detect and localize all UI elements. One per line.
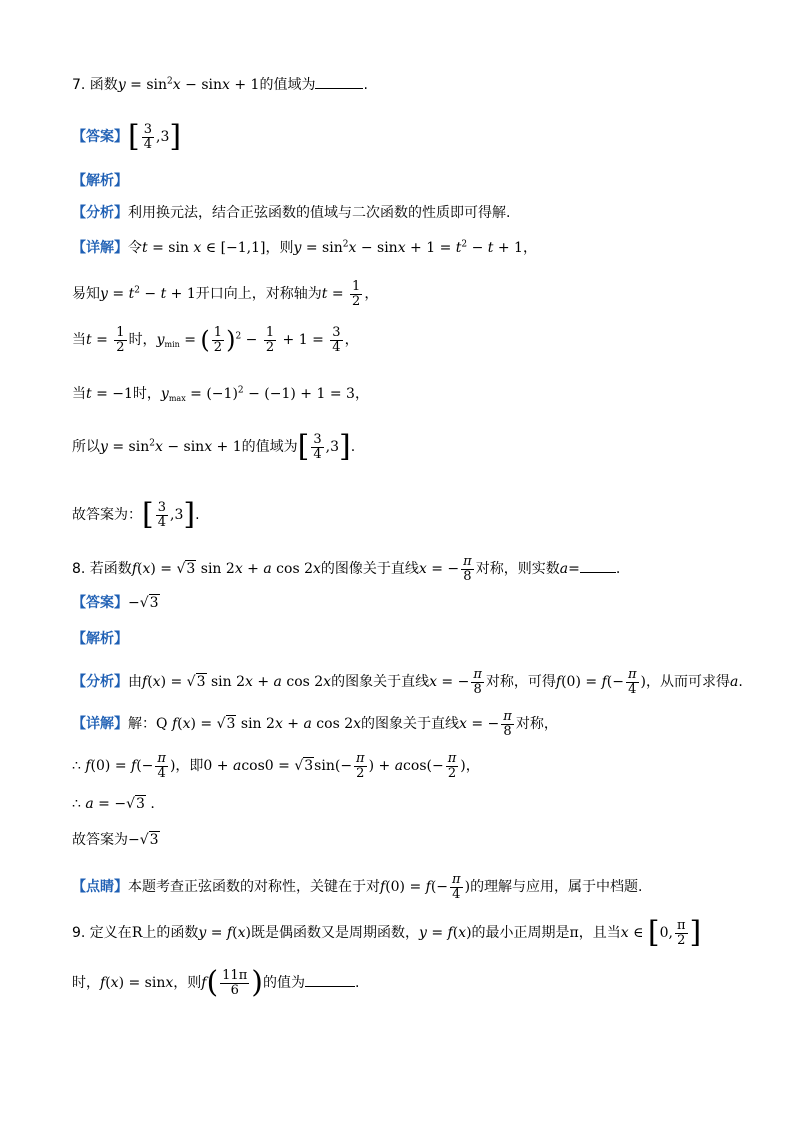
q9-stem-mid4: ，且当 xyxy=(578,925,621,941)
q8-step2-ji: ，即 xyxy=(175,758,204,775)
xiangjie-tag: 【详解】 xyxy=(72,716,128,733)
q8-variable-a: a xyxy=(559,561,569,578)
q7-function-formula: $y = \sin^2x - \sin x + 1$ xyxy=(117,76,260,93)
q8-step2-equation: 0 + acos0 = √3sin(− $\frac{\pi}{2}$ ) + acos(− $\frac{\pi}{2}$ ) xyxy=(203,751,466,781)
q8-answer-value: −√3 xyxy=(128,595,159,611)
q7-range-interval: [ $\frac{3}{4}$ ,3] xyxy=(297,429,351,464)
q7-axis-of-symmetry: t = $\frac{1}{2}$ xyxy=(321,279,361,309)
q9-answer-blank xyxy=(305,974,355,987)
q8-step2: ∴ f(0) = f(− $\frac{\pi}{4}$ )，即0 + acos0 = √3sin(− $\frac{\pi}{2}$ ) + acos(− $\frac{\pi}{2}$ )， xyxy=(72,751,480,781)
q8-dianjing xyxy=(72,873,643,901)
q7-final-interval: [ $\frac{3}{4}$ ,3] xyxy=(142,497,196,532)
q7-fenxi-text: 利用换元法，结合正弦函数的值域与二次函数的性质即可得解. xyxy=(128,205,511,221)
q9-function-2: y = f(x) xyxy=(418,925,472,941)
q7-final-label: 故答案为： xyxy=(72,507,142,523)
q9-stem-mid1: 上的函数 xyxy=(142,925,199,941)
q7-step2: 易知$y = t^2 - t + 1$开口向上，对称轴为t = $\frac{1}{2}$ ， xyxy=(72,279,379,309)
q9-line2-mid: ，则 xyxy=(173,975,202,991)
q7-substitution: t = sin x ∈ [−1,1] xyxy=(142,240,266,256)
q7-ymin-formula: $y_{min}$ = ( $\frac{1}{2}$ )$^2$ − $\frac{1}{2}$ + 1 = $\frac{3}{4}$ xyxy=(156,325,341,355)
q7-t-half: t = $\frac{1}{2}$ xyxy=(86,325,125,355)
q8-step2-formula: ∴ f(0) = f(− $\frac{\pi}{4}$ ) xyxy=(72,751,176,781)
q9-fx-sinx: f(x) = sinx xyxy=(100,975,174,991)
dianjing-tag: 【点睛】 xyxy=(72,879,128,896)
q7-ling-text: 令 xyxy=(128,240,142,256)
q9-stem-prefix: 9. 定义在 xyxy=(72,925,132,941)
q8-answer xyxy=(72,596,160,610)
q7-stem-suffix: 的值域为 xyxy=(259,77,316,93)
q8-final xyxy=(72,833,160,847)
q8-function-formula: f(x) = √3 sin 2x + a cos 2x xyxy=(131,561,321,578)
q9-stem xyxy=(72,915,702,950)
q9-stem-mid2: 既是偶函数又是周期函数， xyxy=(250,925,419,941)
q8-final-label: 故答案为 xyxy=(72,832,128,848)
q8-dianjing-text2: 的理解与应用，属于中档题. xyxy=(470,879,643,896)
q7-answer-blank xyxy=(315,76,363,89)
q9-line2-suffix: 的值为 xyxy=(262,975,305,991)
q8-fenxi-equation: f(0) = f(− $\frac{\pi}{4}$ ) xyxy=(555,667,646,697)
q8-symmetry-line: x = − $\frac{\pi}{8}$ xyxy=(418,554,472,584)
q8-fenxi-end: ，从而可求得 xyxy=(645,674,730,691)
q7-analysis-heading xyxy=(72,174,128,188)
q9-function-1: y = f(x) xyxy=(198,925,251,941)
q7-function-formula-2: $y = \sin^2x - \sin x + 1$ xyxy=(100,438,242,455)
q7-step4-mid: 时， xyxy=(132,386,161,402)
q8-fenxi-you: 由 xyxy=(128,674,142,691)
q7-step3-mid: 时， xyxy=(128,332,157,349)
q8-xiangjie-formula: Q f(x) = √3 sin 2x + a cos 2x xyxy=(156,716,362,733)
q7-ymax-formula: $y_{max} = (-1)^2 - (-1) + 1 = 3$ xyxy=(160,385,355,403)
q7-step5-mid: 的值域为 xyxy=(241,439,298,455)
q7-t-neg1: t = −1 xyxy=(86,386,133,402)
q9-period: π xyxy=(569,925,579,941)
answer-tag: 【答案】 xyxy=(72,129,128,145)
xiangjie-tag: 【详解】 xyxy=(72,240,128,256)
q8-stem-prefix: 8. 若函数 xyxy=(72,561,132,578)
q8-fenxi-line: x = − $\frac{\pi}{8}$ xyxy=(429,667,482,697)
q8-stem: 8. 若函数f(x) = √3 sin 2x + a cos 2x的图像关于直线x = − $\frac{\pi}{8}$ 对称，则实数a= . xyxy=(72,554,621,584)
q8-xiangjie xyxy=(72,710,558,738)
q9-stem-mid3: 的最小正周期是 xyxy=(471,925,570,941)
analysis-tag: 【解析】 xyxy=(72,631,128,647)
q9-reals-symbol: R xyxy=(131,925,143,941)
q8-step3-result: ∴ a = −√3 . xyxy=(72,796,155,812)
q8-xiangjie-mid: 的图象关于直线 xyxy=(361,716,460,733)
q7-answer-interval: [ $\frac{3}{4}$ ,3] xyxy=(128,119,182,154)
q7-step4: 当t = −1时，$y_{max} = (-1)^2 - (-1) + 1 = 3$， xyxy=(72,385,369,403)
q7-ze-text: ，则 xyxy=(265,240,294,256)
q8-xiangjie-line: x = − $\frac{\pi}{8}$ xyxy=(459,709,512,739)
q8-xiangjie-end: 对称， xyxy=(515,716,558,733)
q8-dianjing-text1: 本题考查正弦函数的对称性，关键在于对 xyxy=(128,879,380,896)
q9-target-value: f( $\frac{11\pi}{6}$ ) xyxy=(201,965,263,1000)
q7-answer xyxy=(72,119,182,154)
q7-step2-mid: 开口向上，对称轴为 xyxy=(195,286,322,303)
q7-stem: 7. 函数$y = \sin^2x - \sin x + 1$的值域为 . xyxy=(72,76,368,93)
fenxi-tag: 【分析】 xyxy=(72,674,128,691)
q8-fenxi: 【分析】由f(x) = √3 sin 2x + a cos 2x的图象关于直线x = − $\frac{\pi}{8}$ 对称，可得f(0) = f(− $\frac{\pi}{4}$ )，从而可求得a. xyxy=(72,667,743,697)
q7-quadratic: $y = t^2 - t + 1$ xyxy=(100,285,196,303)
fenxi-tag: 【分析】 xyxy=(72,205,128,221)
q7-step5: 所以$y = \sin^2x - \sin x + 1$的值域为[ $\frac{3}{4}$ ,3]. xyxy=(72,429,356,464)
q7-fenxi xyxy=(72,206,510,220)
q9-line2-prefix: 时， xyxy=(72,975,100,991)
q8-step3 xyxy=(72,797,155,811)
answer-tag: 【答案】 xyxy=(72,595,128,611)
q7-step3: 当t = $\frac{1}{2}$ 时，$y_{min}$ = ( $\frac{1}{2}$ )$^2$ − $\frac{1}{2}$ + 1 = $\frac{3}{4}$ ， xyxy=(72,325,359,355)
q8-fenxi-mid: 的图象关于直线 xyxy=(331,674,430,691)
q7-step2-prefix: 易知 xyxy=(72,286,100,303)
q8-answer-blank xyxy=(580,560,616,573)
q8-fenxi-formula: f(x) = √3 sin 2x + a cos 2x xyxy=(142,674,332,691)
q7-xiangjie: 【详解】令t = sin x ∈ [−1,1]，则$y = \sin^2x - \sin x + 1 = t^2 - t + 1$， xyxy=(72,239,537,256)
analysis-tag: 【解析】 xyxy=(72,173,128,189)
q7-transform: $y = \sin^2x - \sin x + 1 = t^2 - t + 1$ xyxy=(293,239,523,256)
q8-stem-mid: 的图像关于直线 xyxy=(320,561,419,578)
q7-step4-prefix: 当 xyxy=(72,386,86,402)
q7-step3-prefix: 当 xyxy=(72,332,86,349)
q8-xiangjie-jie: 解： xyxy=(128,716,156,733)
q8-final-value: −√3 xyxy=(128,832,159,848)
q7-stem-prefix: 7. 函数 xyxy=(72,77,118,93)
q8-analysis-heading xyxy=(72,632,128,646)
q8-stem-suffix: 对称，则实数 xyxy=(475,561,560,578)
q9-line2: 时，f(x) = sinx，则f( $\frac{11\pi}{6}$ )的值为 . xyxy=(72,965,360,1000)
q7-final: 故答案为：[ $\frac{3}{4}$ ,3]. xyxy=(72,497,200,532)
q9-interval: x ∈ [0, $\frac{\pi}{2}$ ] xyxy=(620,915,702,950)
q8-dianjing-formula: f(0) = f(− $\frac{\pi}{4}$ ) xyxy=(380,872,471,902)
q8-fenxi-kede: 对称，可得 xyxy=(485,674,556,691)
q7-step5-prefix: 所以 xyxy=(72,439,100,455)
